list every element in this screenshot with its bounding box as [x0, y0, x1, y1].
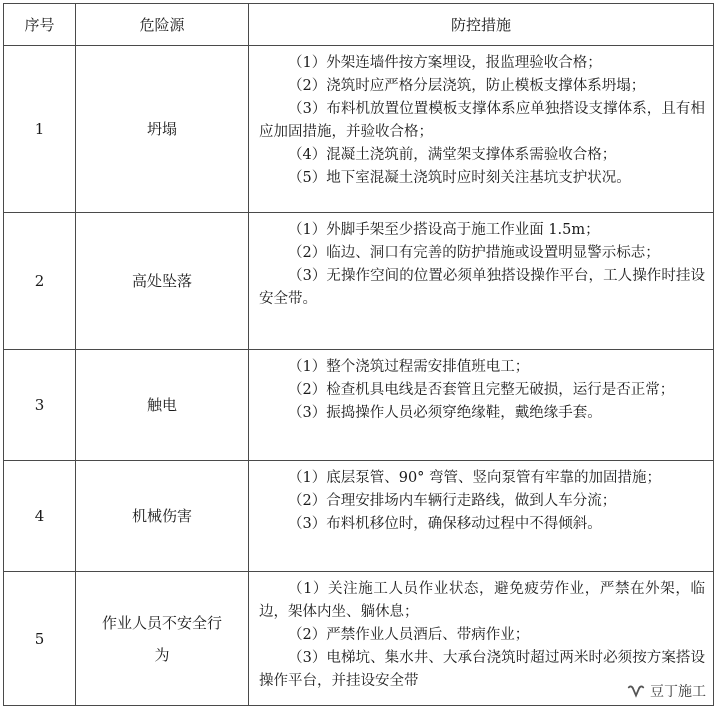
- table-row: [4, 572, 714, 706]
- hazard-label: 触电: [146, 396, 177, 414]
- risk-control-table: [3, 3, 714, 706]
- measure-line: （1）外架连墙件按方案埋设，报监理验收合格；: [288, 55, 602, 71]
- measure-line: （2）严禁作业人员酒后、带病作业；: [288, 627, 530, 643]
- measure-line: （3）振捣操作人员必须穿绝缘鞋，戴绝缘手套。: [288, 405, 602, 421]
- hazard-label: 坍塌: [146, 120, 177, 138]
- measure-line: （1）底层泵管、90° 弯管、竖向泵管有牢靠的加固措施；: [288, 470, 662, 486]
- watermark-text: 豆丁施工: [650, 684, 706, 700]
- measure-line: （1）关注施工人员作业状态，避免疲劳作业，严禁在外架，临边，架体内坐、躺休息；: [259, 581, 705, 620]
- hazard-label: 作业人员不安全行为: [102, 613, 223, 664]
- measures-cell: [249, 46, 714, 213]
- hazard-cell: [76, 461, 249, 572]
- table-row: [4, 461, 714, 572]
- measure-line: （2）临边、洞口有完善的防护措施或设置明显警示标志；: [288, 245, 660, 261]
- hazard-cell: [76, 46, 249, 213]
- row-number: 2: [4, 213, 76, 350]
- header-no: 序号: [4, 4, 76, 46]
- measure-line: （4）混凝土浇筑前，满堂架支撑体系需验收合格；: [288, 147, 617, 163]
- hazard-cell: [76, 572, 249, 706]
- wechat-channel-icon: [627, 682, 645, 700]
- measure-line: （3）布料机移位时，确保移动过程中不得倾斜。: [288, 516, 602, 532]
- measure-line: （2）浇筑时应严格分层浇筑，防止模板支撑体系坍塌；: [288, 78, 646, 94]
- measure-line: （1）外脚手架至少搭设高于施工作业面 1.5m；: [288, 222, 600, 238]
- measure-line: （5）地下室混凝土浇筑时应时刻关注基坑支护状况。: [288, 170, 631, 186]
- measure-line: （2）检查机具电线是否套管且完整无破损，运行是否正常；: [288, 382, 675, 398]
- hazard-cell: [76, 213, 249, 350]
- row-number: 4: [4, 461, 76, 572]
- table-header-row: [4, 4, 714, 46]
- table-row: [4, 213, 714, 350]
- measure-line: （2）合理安排场内车辆行走路线，做到人车分流；: [288, 493, 617, 509]
- row-number: 3: [4, 350, 76, 461]
- row-number: 1: [4, 46, 76, 213]
- measure-line: （3）无操作空间的位置必须单独搭设操作平台，工人操作时挂设安全带。: [259, 268, 705, 307]
- hazard-cell: [76, 350, 249, 461]
- row-number: 5: [4, 572, 76, 706]
- measures-cell: [249, 461, 714, 572]
- hazard-label: 高处坠落: [131, 272, 192, 290]
- measure-line: （1）整个浇筑过程需安排值班电工；: [288, 359, 530, 375]
- measures-cell: [249, 213, 714, 350]
- measure-line: （3）布料机放置位置模板支撑体系应单独搭设支撑体系，且有相应加固措施，并验收合格；: [259, 101, 705, 140]
- watermark: [627, 681, 706, 701]
- table-row: [4, 350, 714, 461]
- hazard-label: 机械伤害: [131, 507, 192, 525]
- measure-line: （3）电梯坑、集水井、大承台浇筑时超过两米时必须按方案搭设操作平台，并挂设安全带: [259, 650, 705, 689]
- measures-cell: [249, 350, 714, 461]
- header-measures: 防控措施: [249, 4, 714, 46]
- table-row: [4, 46, 714, 213]
- header-hazard: 危险源: [76, 4, 249, 46]
